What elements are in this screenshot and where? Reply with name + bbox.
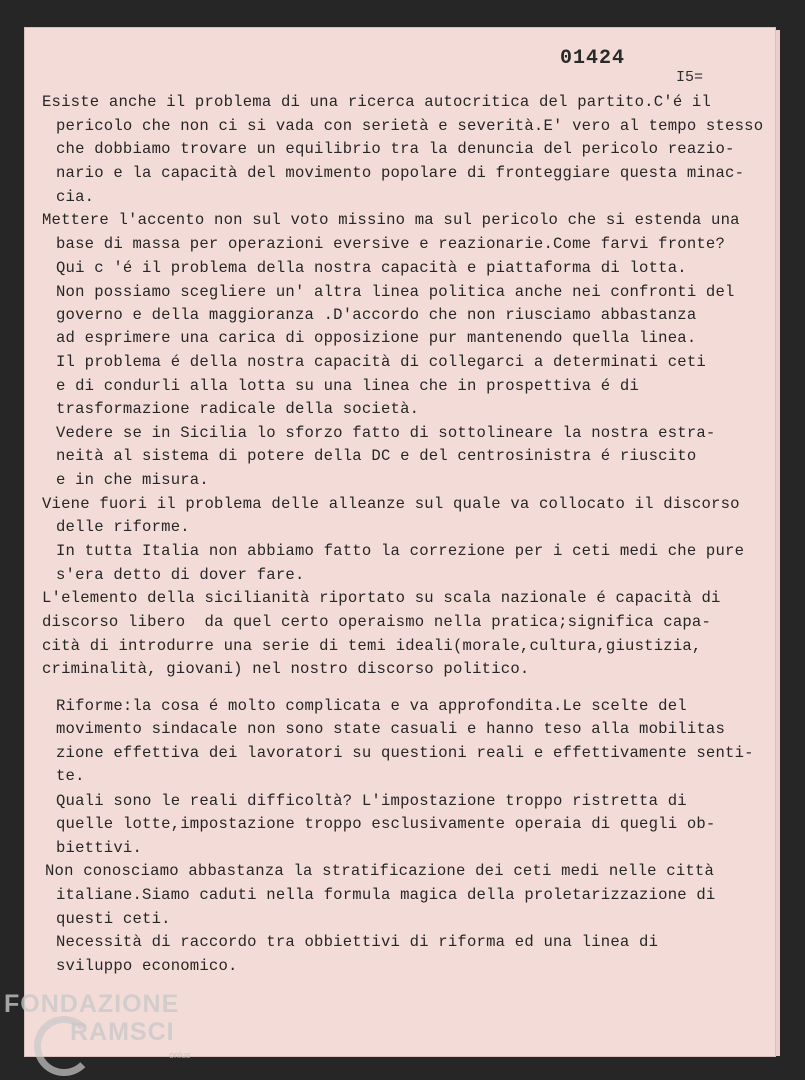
text-line: cia. [56, 188, 95, 206]
text-line: trasformazione radicale della società. [56, 400, 420, 418]
text-line: Vedere se in Sicilia lo sforzo fatto di sottolineare la nostra estra- [56, 424, 716, 442]
text-line: Riforme:la cosa é molto complicata e va approfondita.Le scelte del [56, 697, 687, 715]
text-line: Mettere l'accento non sul voto missino ma sul pericolo che si estenda una [42, 211, 740, 229]
text-line: criminalità, giovani) nel nostro discorso politico. [42, 660, 530, 678]
text-line: ad esprimere una carica di opposizione pur mantenendo quella linea. [56, 329, 697, 347]
text-line: Esiste anche il problema di una ricerca autocritica del partito.C'é il [42, 93, 712, 111]
text-line: pericolo che non ci si vada con serietà e severità.E' vero al tempo stesso [56, 117, 764, 135]
text-line: s'era detto di dover fare. [56, 566, 305, 584]
text-line: quelle lotte,impostazione troppo esclusivamente operaia di quegli ob- [56, 815, 716, 833]
text-line: biettivi. [56, 839, 143, 857]
text-line: e in che misura. [56, 471, 209, 489]
watermark-g-ring [34, 1016, 94, 1076]
text-line: In tutta Italia non abbiamo fatto la correzione per i ceti medi che pure [56, 542, 745, 560]
text-line: discorso libero da quel certo operaismo nella pratica;significa capa- [42, 613, 712, 631]
text-line: questi ceti. [56, 910, 171, 928]
text-line: Necessità di raccordo tra obbiettivi di riforma ed una linea di [56, 933, 659, 951]
text-line: movimento sindacale non sono state casuali e hanno teso alla mobilitas [56, 720, 726, 738]
typewritten-page [24, 27, 776, 1057]
text-line: neità al sistema di potere della DC e del centrosinistra é riuscito [56, 447, 697, 465]
text-line: Quali sono le reali difficoltà? L'impostazione troppo ristretta di [56, 792, 687, 810]
fondazione-gramsci-watermark [4, 990, 191, 1060]
text-line: governo e della maggioranza .D'accordo che non riusciamo abbastanza [56, 306, 697, 324]
text-line: e di condurli alla lotta su una linea che in prospettiva é di [56, 377, 640, 395]
text-line: Non conosciamo abbastanza la stratificazione dei ceti medi nelle città [45, 862, 715, 880]
typed-text-body [24, 27, 776, 1057]
text-line: Il problema é della nostra capacità di collegarci a determinati ceti [56, 353, 706, 371]
text-line: te. [56, 767, 85, 785]
text-line: italiane.Siamo caduti nella formula magica della proletarizzazione di [56, 886, 716, 904]
text-line: Non possiamo scegliere un' altra linea politica anche nei confronti del [56, 283, 735, 301]
text-line: nario e la capacità del movimento popolare di fronteggiare questa minac- [56, 164, 745, 182]
page-edge [776, 30, 780, 1056]
watermark-line-1: FONDAZIONE [4, 990, 180, 1018]
text-line: sviluppo economico. [56, 957, 238, 975]
text-line: L'elemento della sicilianità riportato su scala nazionale é capacità di [42, 589, 721, 607]
watermark-line-3: onlus [169, 1050, 191, 1060]
text-line: delle riforme. [56, 518, 190, 536]
text-line: base di massa per operazioni eversive e reazionarie.Come farvi fronte? [56, 235, 726, 253]
text-line: cità di introdurre una serie di temi ideali(morale,cultura,giustizia, [42, 637, 702, 655]
text-line: che dobbiamo trovare un equilibrio tra la denuncia del pericolo reazio- [56, 140, 735, 158]
page-number: I5= [676, 69, 704, 86]
text-line: Qui c 'é il problema della nostra capacità e piattaforma di lotta. [56, 259, 687, 277]
text-line: Viene fuori il problema delle alleanze sul quale va collocato il discorso [42, 495, 740, 513]
document-number: 01424 [560, 47, 626, 70]
watermark-line-2: RAMSCI [70, 1018, 175, 1046]
text-line: zione effettiva dei lavoratori su questioni reali e effettivamente senti- [56, 744, 754, 762]
